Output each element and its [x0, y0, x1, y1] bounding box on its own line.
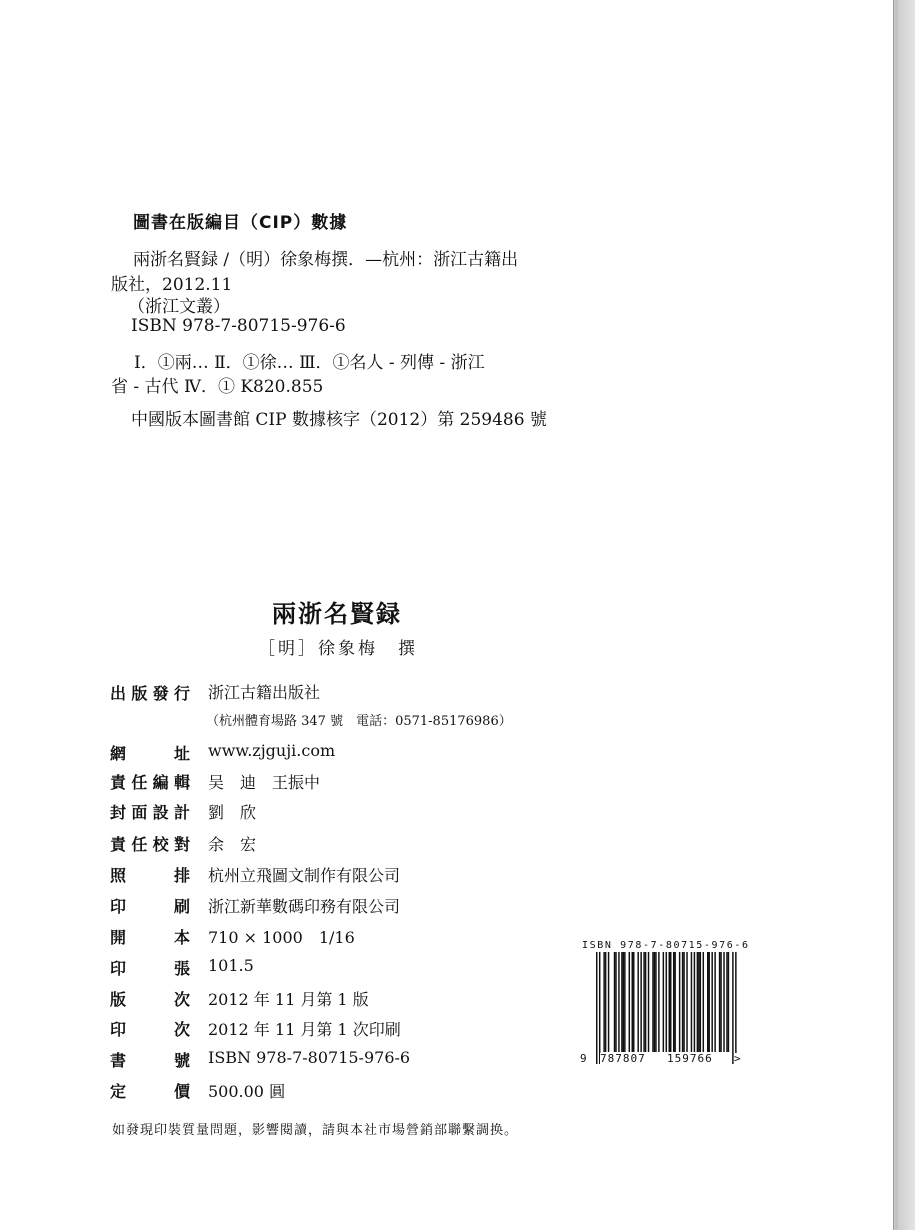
barcode-bar	[623, 952, 624, 1052]
barcode-bar	[719, 952, 720, 1052]
cip-line-series: （浙江文叢）	[128, 297, 230, 317]
cip-line-publisher-year: 版社，2012.11	[111, 275, 233, 295]
isbn-value: ISBN 978-7-80715-976-6	[208, 1048, 411, 1067]
barcode-bar	[714, 952, 715, 1052]
printing-value: 浙江新華數碼印務有限公司	[208, 897, 401, 916]
barcode-bar	[652, 952, 653, 1052]
barcode-bar	[645, 952, 646, 1052]
barcode-bar	[654, 952, 655, 1052]
barcode-bar	[618, 952, 619, 1052]
page-edge-line	[893, 0, 894, 1230]
barcode-bar	[605, 952, 606, 1052]
isbn-label: 書 號	[110, 1051, 190, 1070]
barcode-bar	[655, 952, 656, 1052]
edition-value: 2012 年 11 月第 1 版	[208, 990, 369, 1009]
barcode-bar	[669, 952, 670, 1052]
barcode-bar	[674, 952, 675, 1052]
book-author: ［明］徐象梅 撰	[258, 639, 418, 659]
barcode-bar	[629, 952, 630, 1052]
barcode-isbn-text: ISBN 978-7-80715-976-6	[582, 940, 750, 951]
editors-value: 吴 迪 王振中	[208, 773, 321, 792]
barcode-bar	[608, 952, 609, 1052]
barcode-bar	[708, 952, 709, 1052]
barcode-digit-end: >	[734, 1052, 741, 1065]
website-label: 網 址	[110, 744, 190, 763]
barcode-bar	[673, 952, 674, 1052]
cip-line-record-number: 中國版本圖書館 CIP 數據核字（2012）第 259486 號	[131, 410, 547, 430]
barcode-digit-first: 9	[580, 1052, 587, 1065]
book-title: 兩浙名賢録	[272, 600, 402, 628]
cover-design-value: 劉 欣	[208, 803, 257, 822]
cover-design-label: 封 面 設 計	[110, 803, 190, 822]
barcode-bar	[640, 952, 641, 1052]
website-value: www.zjguji.com	[208, 741, 336, 760]
barcode-digits-right: 159766	[667, 1052, 713, 1065]
impression-label: 印 次	[110, 1020, 190, 1039]
publisher-address: （杭州體育場路 347 號 電話：0571-85176986）	[206, 714, 512, 729]
barcode-bar	[723, 952, 724, 1052]
price-value: 500.00 圓	[208, 1082, 286, 1101]
barcode-bar	[686, 952, 687, 1052]
format-label: 開 本	[110, 928, 190, 947]
sheets-label: 印 張	[110, 959, 190, 978]
barcode-bar	[615, 952, 616, 1052]
cip-line-classification: 省 - 古代 Ⅳ．① K820.855	[111, 377, 324, 397]
barcode-bar	[637, 952, 638, 1052]
barcode-bar	[697, 952, 698, 1052]
barcode-bar	[732, 952, 733, 1064]
sheets-value: 101.5	[208, 956, 254, 975]
impression-value: 2012 年 11 月第 1 次印刷	[208, 1020, 401, 1039]
barcode-bar	[632, 952, 633, 1052]
cip-line-isbn: ISBN 978-7-80715-976-6	[131, 316, 346, 336]
editors-label: 責 任 編 輯	[110, 773, 190, 792]
barcode-bar	[596, 952, 597, 1064]
barcode-bar	[728, 952, 729, 1052]
barcode-bar	[648, 952, 649, 1052]
barcode-bar	[666, 952, 667, 1052]
proofreader-value: 余 宏	[208, 835, 257, 854]
barcode-bar	[698, 952, 699, 1052]
barcode-bar	[726, 952, 727, 1052]
barcode-bar	[670, 952, 671, 1052]
barcode-bar	[614, 952, 615, 1052]
proofreader-label: 責 任 校 對	[110, 835, 190, 854]
edition-label: 版 次	[110, 990, 190, 1009]
barcode-bar	[707, 952, 708, 1052]
barcode-bar	[633, 952, 634, 1052]
publisher-value: 浙江古籍出版社	[208, 683, 321, 702]
cip-heading: 圖書在版編目（CIP）數據	[133, 213, 348, 233]
price-label: 定 價	[110, 1082, 190, 1101]
page-edge-shadow	[893, 0, 915, 1230]
barcode-bar	[683, 952, 684, 1052]
barcode-bar	[663, 952, 664, 1052]
quality-notice: 如發現印裝質量問題，影響閱讀，請與本社市場營銷部聯繫調换。	[112, 1123, 519, 1138]
barcode-bar	[624, 952, 625, 1052]
barcode-bar	[691, 952, 692, 1052]
barcode-bar	[700, 952, 701, 1052]
barcode-bar	[643, 952, 644, 1052]
barcode-bar	[711, 952, 712, 1052]
barcode-bar	[603, 952, 604, 1052]
barcode-bar	[599, 952, 600, 1064]
barcode-bar	[703, 952, 704, 1052]
barcode-bar	[658, 952, 659, 1052]
barcode-bars	[582, 952, 742, 1064]
printing-label: 印 刷	[110, 897, 190, 916]
cip-line-title: 兩浙名賢録 /（明）徐象梅撰．—杭州：浙江古籍出	[133, 250, 519, 270]
barcode-bar	[735, 952, 736, 1064]
barcode-digits-left: 787807	[600, 1052, 646, 1065]
typesetting-label: 照 排	[110, 866, 190, 885]
format-value: 710 × 1000 1/16	[208, 928, 355, 947]
barcode-bar	[720, 952, 721, 1052]
barcode-bar	[682, 952, 683, 1052]
barcode-bar	[679, 952, 680, 1052]
publisher-label: 出 版 發 行	[110, 684, 190, 703]
barcode-bar	[621, 952, 622, 1052]
cip-line-subjects: Ⅰ．①兩… Ⅱ．①徐… Ⅲ．①名人 - 列傳 - 浙江	[134, 353, 485, 373]
typesetting-value: 杭州立飛圖文制作有限公司	[208, 866, 401, 885]
barcode-bar	[694, 952, 695, 1052]
